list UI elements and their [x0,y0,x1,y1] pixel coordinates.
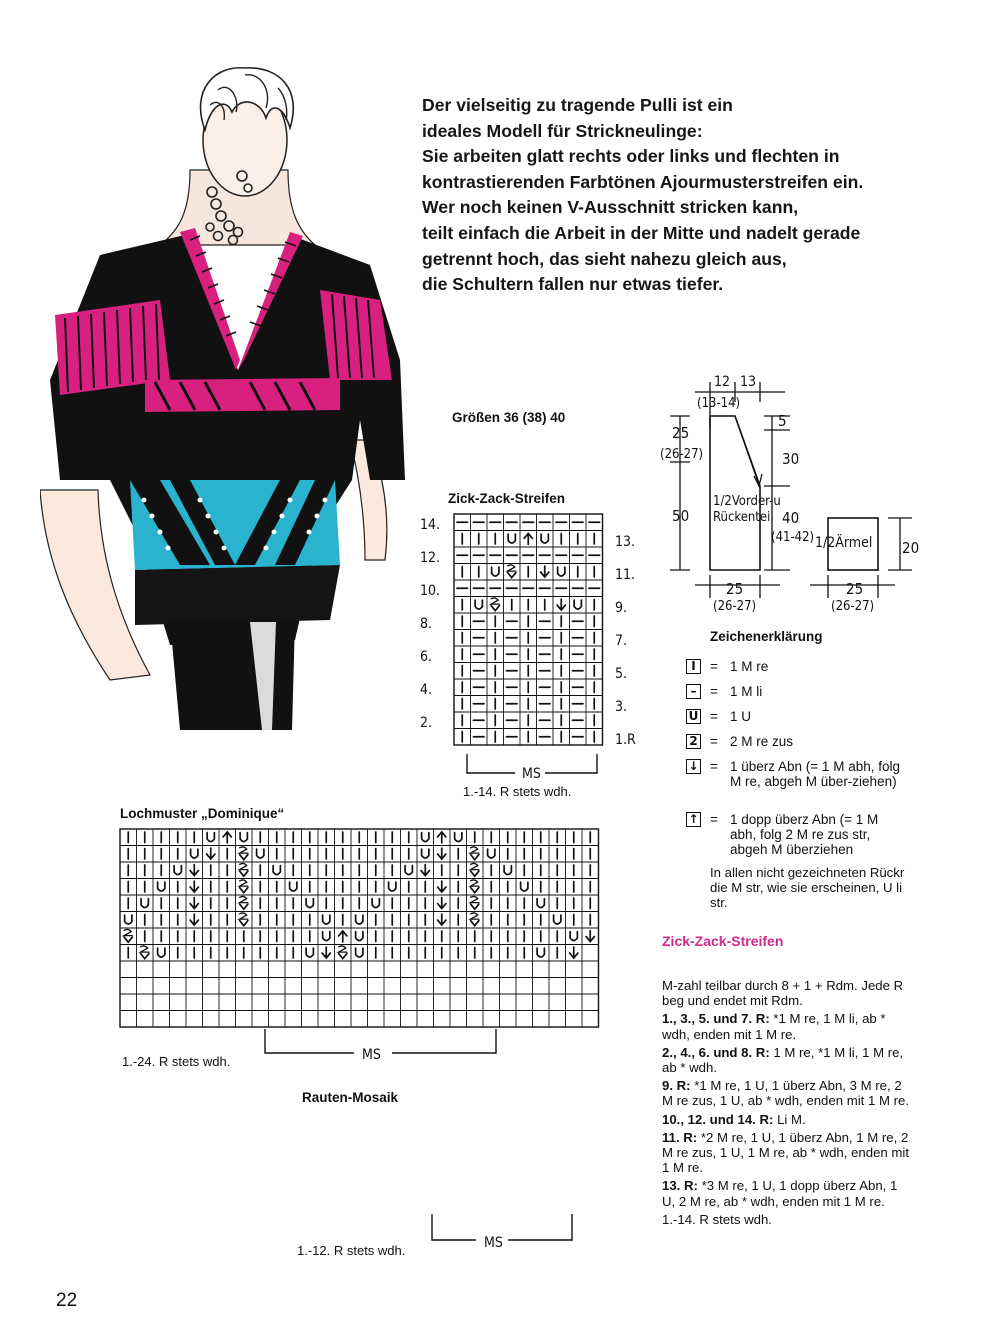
intro-line: Sie arbeiten glatt rechts oder links und flechten in [422,146,840,167]
row-label: 11. R: [662,1129,698,1145]
yarn-over-mark [554,915,561,924]
yarn-over-mark [356,915,363,924]
row-label: 10., 12. und 14. R: [662,1111,774,1127]
instructions-intro: M-zahl teilbar durch 8 + 1 + Rdm. Jede R beg und endet mit Rdm. [662,978,904,1009]
zigzag-chart [410,508,650,798]
row-number-label: 5. [615,666,628,682]
skp-mark [322,947,330,958]
yarn-over-mark [273,866,280,875]
intro-line: ideales Modell für Strickneulinge: [422,120,703,141]
rauten-chart [296,1108,656,1258]
skp-mark [190,865,198,876]
legend-text: 1 M li [730,684,763,699]
double-dec-mark [223,832,231,843]
yarn-over-mark [537,948,544,957]
yarn-over-mark [356,932,363,941]
row-number-label: 3. [615,699,628,715]
yarn-over-mark [372,899,379,908]
row-label: 2., 4., 6. und 8. R: [662,1044,770,1060]
legend-title: Zeichenerklärung [710,629,823,644]
size-schematic [650,370,950,620]
row-text: *2 M re, 1 U, 1 überz Abn, 1 M re, 2 M re zus, 1 U, 1 M re, ab * wdh, enden mit 1 M re. [662,1129,910,1176]
yarn-over-mark [537,899,544,908]
sizes-label: Größen 36 (38) 40 [452,410,566,425]
yarn-over-mark [191,849,198,858]
dim-bottom-sleeve-alt: (26-27) [831,599,875,614]
intro-line: teilt einfach die Arbeit in der Mitte und nadelt gerade [422,222,861,243]
yarn-over-mark [207,833,214,842]
row-number-label: 11. [615,567,636,583]
row-number-label: 12. [420,550,441,566]
intro-line: getrennt hoch, das sieht nahezu gleich aus, [422,248,787,269]
rauten-repeat-note: 1.-12. R stets wdh. [297,1243,406,1258]
k2tog-mark [471,913,479,926]
skp-mark [190,914,198,925]
dim-top-a: 12 [714,374,731,390]
yarn-over-mark [257,849,264,858]
yarn-over-mark [356,948,363,957]
zigzag-repeat-note: 1.-14. R stets wdh. [463,784,572,799]
k2tog-mark [339,946,347,959]
row-text: *3 M re, 1 U, 1 dopp überz Abn, 1 U, 2 M re, ab * wdh, enden mit 1 M re. [662,1178,898,1209]
zigzag-chart-title: Zick-Zack-Streifen [448,491,566,506]
row-label: 13. R: [662,1178,698,1194]
ms-label: MS [484,1235,503,1251]
yarn-over-mark [570,932,577,941]
yarn-over-mark [455,833,462,842]
legend-text: 2 M re zus [730,734,794,749]
dim-right-5: 5 [778,412,787,430]
legend-eq: = [710,659,718,674]
skp-mark [557,599,565,610]
k2tog-mark [471,896,479,909]
skp-mark [207,848,215,859]
row-number-label: 2. [420,715,433,731]
yarn-over-mark [492,567,499,576]
legend-text: 1 überz Abn (= 1 M abh, folg M re, abgeh M über-ziehen) [730,759,900,789]
skp-mark [190,898,198,909]
skp-mark [438,881,446,892]
dim-left-top-alt: (26-27) [660,447,704,462]
dim-top-b: 13 [740,374,757,390]
zigzag-grid [454,514,603,745]
yarn-over-mark [306,899,313,908]
legend-k2tog-icon: 2 [686,734,701,749]
row-text: *1 M re, 1 M li, ab * wdh, enden mit 1 M re. [662,1011,886,1042]
instruction-row [662,1078,910,1108]
yarn-over-mark [405,866,412,875]
yarn-over-mark [174,866,181,875]
lochmuster-chart-title: Lochmuster „Dominique“ [120,806,285,821]
yarn-over-mark [323,915,330,924]
dim-top-c: (13-14) [697,396,741,411]
legend-double-dec-icon: ↑ [686,812,701,827]
legend-purl-icon: – [686,684,701,699]
intro-line: Wer noch keinen V-Ausschnitt stricken kann, [422,197,799,218]
instructions-block [662,978,910,1230]
yarn-over-mark [521,882,528,891]
legend-yarn-over-icon: U [686,709,701,724]
k2tog-mark [471,880,479,893]
k2tog-mark [240,847,248,860]
skp-mark [438,914,446,925]
k2tog-mark [141,946,149,959]
legend-eq: = [710,709,718,724]
instruction-row [662,1045,910,1075]
dim-right-20: 20 [902,539,920,557]
yarn-over-mark [574,600,581,609]
yarn-over-mark [475,600,482,609]
k2tog-mark [240,896,248,909]
dim-left-50: 50 [672,507,690,525]
dim-bottom-body: 25 [726,580,744,598]
k2tog-mark [240,913,248,926]
lochmuster-chart [114,823,654,1063]
dim-bottom-body-alt: (26-27) [713,599,757,614]
instruction-row [662,1130,910,1176]
dim-left-top: 25 [672,424,690,442]
dim-right-30: 30 [782,450,800,468]
legend-skp-icon: ↓ [686,759,701,774]
legend-text: 1 U [730,709,752,724]
row-label: 1., 3., 5. und 7. R: [662,1011,770,1027]
row-text: 1 M re, *1 M li, 1 M re, ab * wdh. [662,1044,904,1076]
yarn-over-mark [125,915,132,924]
skp-mark [586,931,594,942]
yarn-over-mark [158,948,165,957]
lochmuster-grid [120,829,599,1027]
double-dec-mark [524,533,532,544]
yarn-over-mark [541,534,548,543]
k2tog-mark [508,565,516,578]
row-text: *1 M re, 1 U, 1 überz Abn, 3 M re, 2 M re zus, 1 U, ab * wdh, enden mit 1 M re. [662,1078,910,1109]
body-piece-label: Rückenteil [713,510,774,525]
legend-knit-icon: I [686,659,701,674]
yarn-over-mark [240,833,247,842]
k2tog-mark [124,929,132,942]
dim-mid-40: 40 [782,509,800,527]
legend-note: In allen nicht gezeichneten Rückr die M str, wie sie erscheinen, U li str. [710,865,905,911]
instructions-heading: Zick-Zack-Streifen [662,933,784,949]
instructions-repeat: 1.-14. R stets wdh. [662,1211,772,1227]
yarn-over-mark [488,849,495,858]
intro-text [422,93,962,298]
page-number: 22 [56,1290,78,1311]
yarn-over-mark [508,534,515,543]
yarn-over-mark [323,932,330,941]
row-text: Li M. [773,1111,806,1127]
dim-mid-40-alt: (41-42) [771,530,815,545]
legend-text: 1 M re [730,659,769,674]
zigzag-right-labels [615,534,636,748]
row-number-label: 8. [420,616,433,632]
lochmuster-repeat-note: 1.-24. R stets wdh. [122,1054,231,1069]
sweater-illustration [40,60,420,730]
instruction-row [662,1011,910,1041]
row-label: 9. R: [662,1078,691,1094]
double-dec-mark [339,931,347,942]
yarn-over-mark [158,882,165,891]
yarn-over-mark [558,567,565,576]
yarn-over-mark [306,948,313,957]
yarn-over-mark [290,882,297,891]
row-number-label: 7. [615,633,628,649]
skp-mark [541,566,549,577]
row-number-label: 1.R [615,732,636,748]
skp-mark [190,881,198,892]
k2tog-mark [491,598,499,611]
intro-line: die Schultern fallen nur etwas tiefer. [422,274,724,295]
yarn-over-mark [504,866,511,875]
k2tog-mark [240,863,248,876]
k2tog-mark [471,863,479,876]
legend-eq: = [710,812,718,827]
dim-bottom-sleeve: 25 [846,580,864,598]
intro-line: kontrastierenden Farbtönen Ajourmusterstreifen ein. [422,171,864,192]
sleeve-piece-label: 1/2Ärmel [815,535,873,551]
rauten-chart-title: Rauten-Mosaik [302,1090,399,1105]
row-number-label: 13. [615,534,636,550]
row-number-label: 4. [420,682,433,698]
double-dec-mark [438,832,446,843]
row-number-label: 6. [420,649,433,665]
body-piece-label: 1/2Vorder-u [713,494,781,509]
row-number-label: 9. [615,600,628,616]
skp-mark [438,848,446,859]
k2tog-mark [240,880,248,893]
ms-label: MS [362,1047,381,1063]
legend-eq: = [710,684,718,699]
yarn-over-mark [389,882,396,891]
zigzag-left-labels [420,517,440,731]
instruction-row [662,1112,910,1127]
legend-text: 1 dopp überz Abn (= 1 M abh, folg 2 M re zus str, abgeh M überziehen [730,812,879,857]
yarn-over-mark [422,833,429,842]
skp-mark [438,898,446,909]
legend-eq: = [710,759,718,774]
yarn-over-mark [141,899,148,908]
yarn-over-mark [422,849,429,858]
instruction-row [662,1178,910,1208]
row-number-label: 10. [420,583,441,599]
intro-line: Der vielseitig zu tragende Pulli ist ein [422,95,733,115]
row-number-label: 14. [420,517,441,533]
legend-eq: = [710,734,718,749]
k2tog-mark [471,847,479,860]
skp-mark [421,865,429,876]
ms-label: MS [522,766,541,782]
skp-mark [570,947,578,958]
